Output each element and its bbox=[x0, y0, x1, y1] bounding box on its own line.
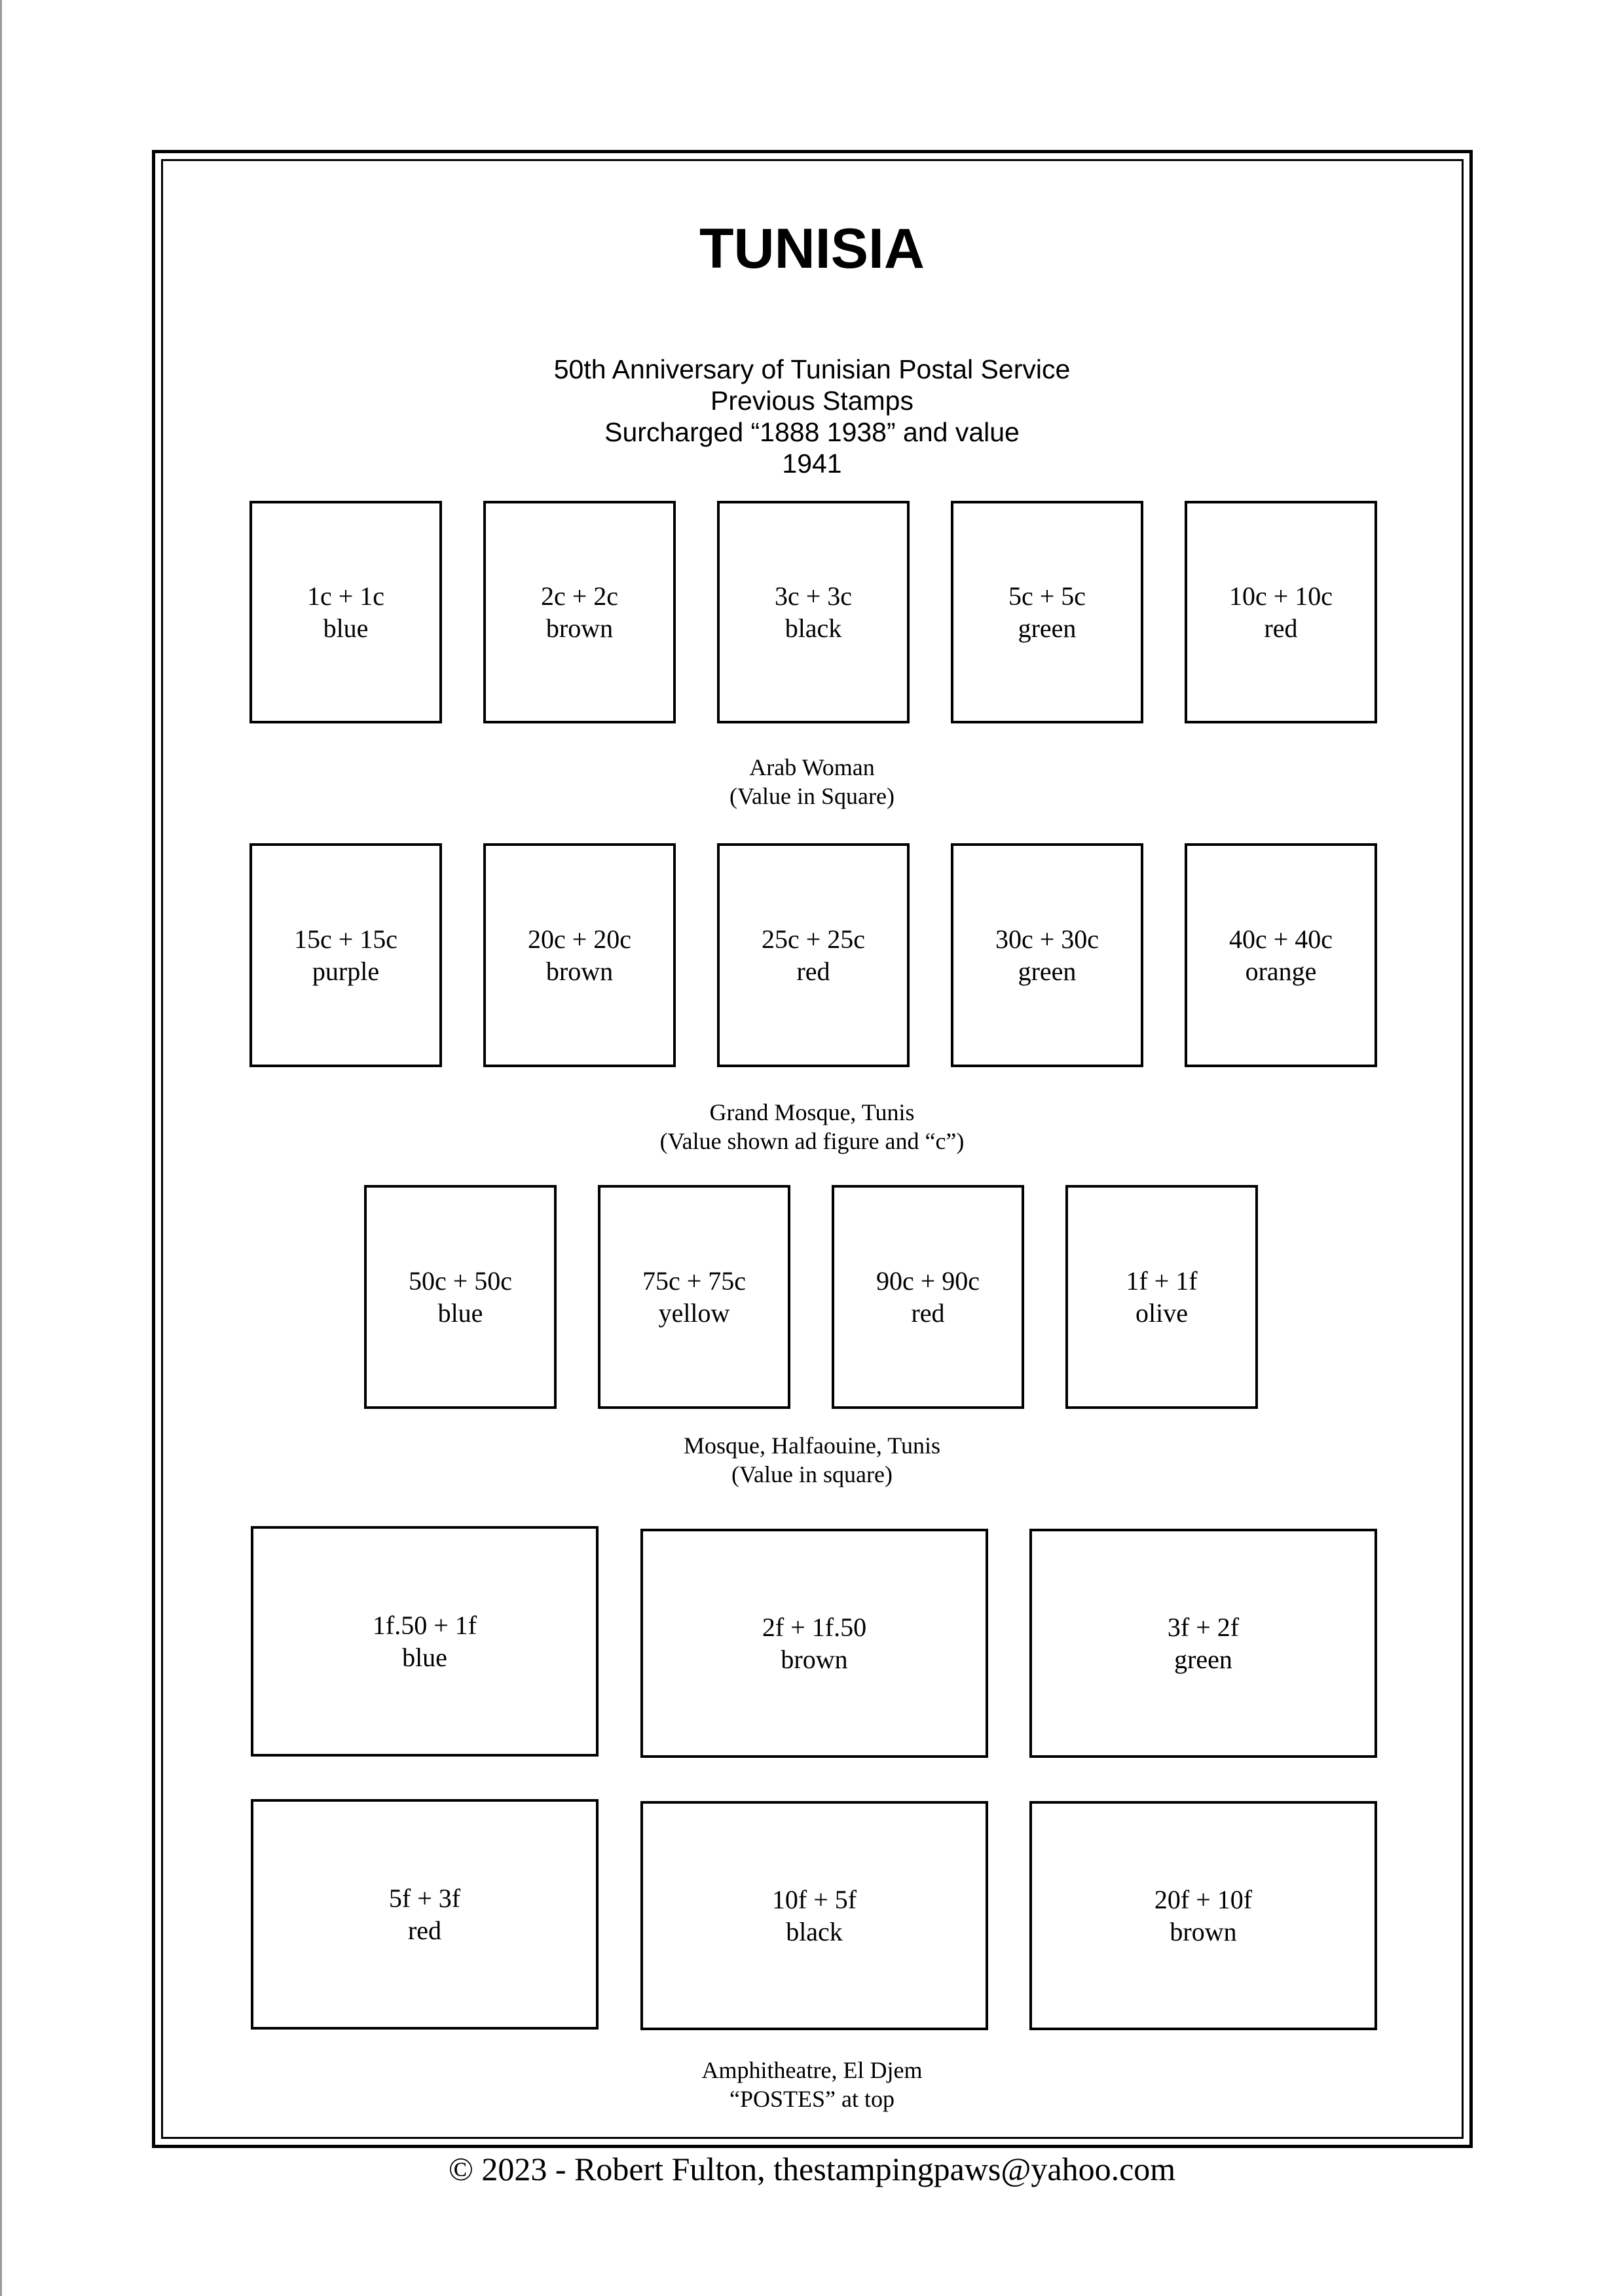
stamp-color: olive bbox=[1135, 1298, 1188, 1328]
series-caption-note: (Value shown ad figure and “c”) bbox=[659, 1128, 965, 1154]
series-caption: Grand Mosque, Tunis bbox=[709, 1099, 915, 1125]
stamp-color: blue bbox=[437, 1298, 483, 1328]
stamp-value: 1f + 1f bbox=[1126, 1266, 1198, 1296]
stamp-color: orange bbox=[1245, 957, 1317, 986]
stamp-space bbox=[1065, 1185, 1258, 1409]
stamp-space bbox=[598, 1185, 790, 1409]
stamp-value: 2f + 1f.50 bbox=[762, 1613, 867, 1642]
stamp-space bbox=[832, 1185, 1024, 1409]
series-caption: Mosque, Halfaouine, Tunis bbox=[683, 1432, 940, 1459]
stamp-space bbox=[249, 501, 442, 723]
stamp-color: red bbox=[796, 957, 830, 986]
stamp-space bbox=[717, 501, 910, 723]
issue-year: 1941 bbox=[782, 448, 842, 479]
stamp-color: black bbox=[786, 1917, 843, 1946]
stamp-color: blue bbox=[323, 613, 369, 643]
stamp-color: green bbox=[1018, 957, 1077, 986]
stamp-space bbox=[251, 1799, 599, 2030]
stamp-space bbox=[640, 1529, 988, 1758]
stamp-space bbox=[1185, 501, 1377, 723]
stamp-color: black bbox=[784, 613, 842, 643]
stamp-space bbox=[364, 1185, 557, 1409]
stamp-space bbox=[951, 501, 1143, 723]
stamp-value: 20c + 20c bbox=[527, 924, 632, 954]
stamp-space bbox=[951, 843, 1143, 1067]
stamp-color: yellow bbox=[658, 1298, 730, 1328]
stamp-value: 50c + 50c bbox=[408, 1266, 513, 1296]
stamp-space bbox=[483, 501, 676, 723]
issue-subtitle: Previous Stamps bbox=[710, 386, 913, 416]
stamp-space bbox=[251, 1526, 599, 1757]
stamp-color: brown bbox=[1170, 1917, 1237, 1946]
issue-title: 50th Anniversary of Tunisian Postal Service bbox=[553, 354, 1071, 384]
stamp-color: brown bbox=[781, 1645, 848, 1674]
stamp-value: 5c + 5c bbox=[1008, 581, 1086, 611]
issue-surcharge-note: Surcharged “1888 1938” and value bbox=[604, 417, 1020, 447]
stamp-space bbox=[1029, 1529, 1377, 1758]
copyright-footer: © 2023 - Robert Fulton, thestampingpaws@yahoo.com bbox=[448, 2151, 1176, 2187]
stamp-space bbox=[717, 843, 910, 1067]
stamp-color: red bbox=[911, 1298, 945, 1328]
stamp-value: 40c + 40c bbox=[1228, 924, 1333, 954]
series-caption: Arab Woman bbox=[749, 754, 875, 780]
stamp-space bbox=[640, 1801, 988, 2030]
stamp-value: 2c + 2c bbox=[540, 581, 619, 611]
stamp-color: red bbox=[407, 1916, 442, 1945]
page-title: TUNISIA bbox=[699, 217, 925, 280]
stamp-value: 75c + 75c bbox=[642, 1266, 747, 1296]
stamp-value: 30c + 30c bbox=[995, 924, 1099, 954]
stamp-value: 3c + 3c bbox=[774, 581, 853, 611]
stamp-value: 5f + 3f bbox=[388, 1884, 461, 1913]
stamp-color: brown bbox=[545, 613, 614, 643]
stamp-space bbox=[483, 843, 676, 1067]
series-caption-note: (Value in square) bbox=[731, 1461, 893, 1487]
stamp-value: 10f + 5f bbox=[771, 1885, 857, 1914]
stamp-value: 20f + 10f bbox=[1154, 1885, 1253, 1914]
series-caption: Amphitheatre, El Djem bbox=[701, 2057, 923, 2083]
stamp-value: 15c + 15c bbox=[293, 924, 398, 954]
stamp-space bbox=[1185, 843, 1377, 1067]
stamp-color: green bbox=[1018, 613, 1077, 643]
stamp-value: 10c + 10c bbox=[1228, 581, 1333, 611]
stamp-value: 1c + 1c bbox=[306, 581, 385, 611]
stamp-color: purple bbox=[312, 957, 380, 986]
stamp-value: 25c + 25c bbox=[761, 924, 866, 954]
stamp-value: 3f + 2f bbox=[1167, 1613, 1240, 1642]
stamp-color: green bbox=[1174, 1645, 1232, 1674]
series-caption-note: (Value in Square) bbox=[729, 783, 895, 809]
stamp-value: 1f.50 + 1f bbox=[372, 1611, 477, 1640]
stamp-space bbox=[1029, 1801, 1377, 2030]
stamp-color: blue bbox=[402, 1643, 447, 1672]
stamp-value: 90c + 90c bbox=[876, 1266, 980, 1296]
stamp-color: red bbox=[1264, 613, 1298, 643]
stamp-space bbox=[249, 843, 442, 1067]
series-caption-note: “POSTES” at top bbox=[729, 2086, 895, 2112]
stamp-color: brown bbox=[545, 957, 614, 986]
